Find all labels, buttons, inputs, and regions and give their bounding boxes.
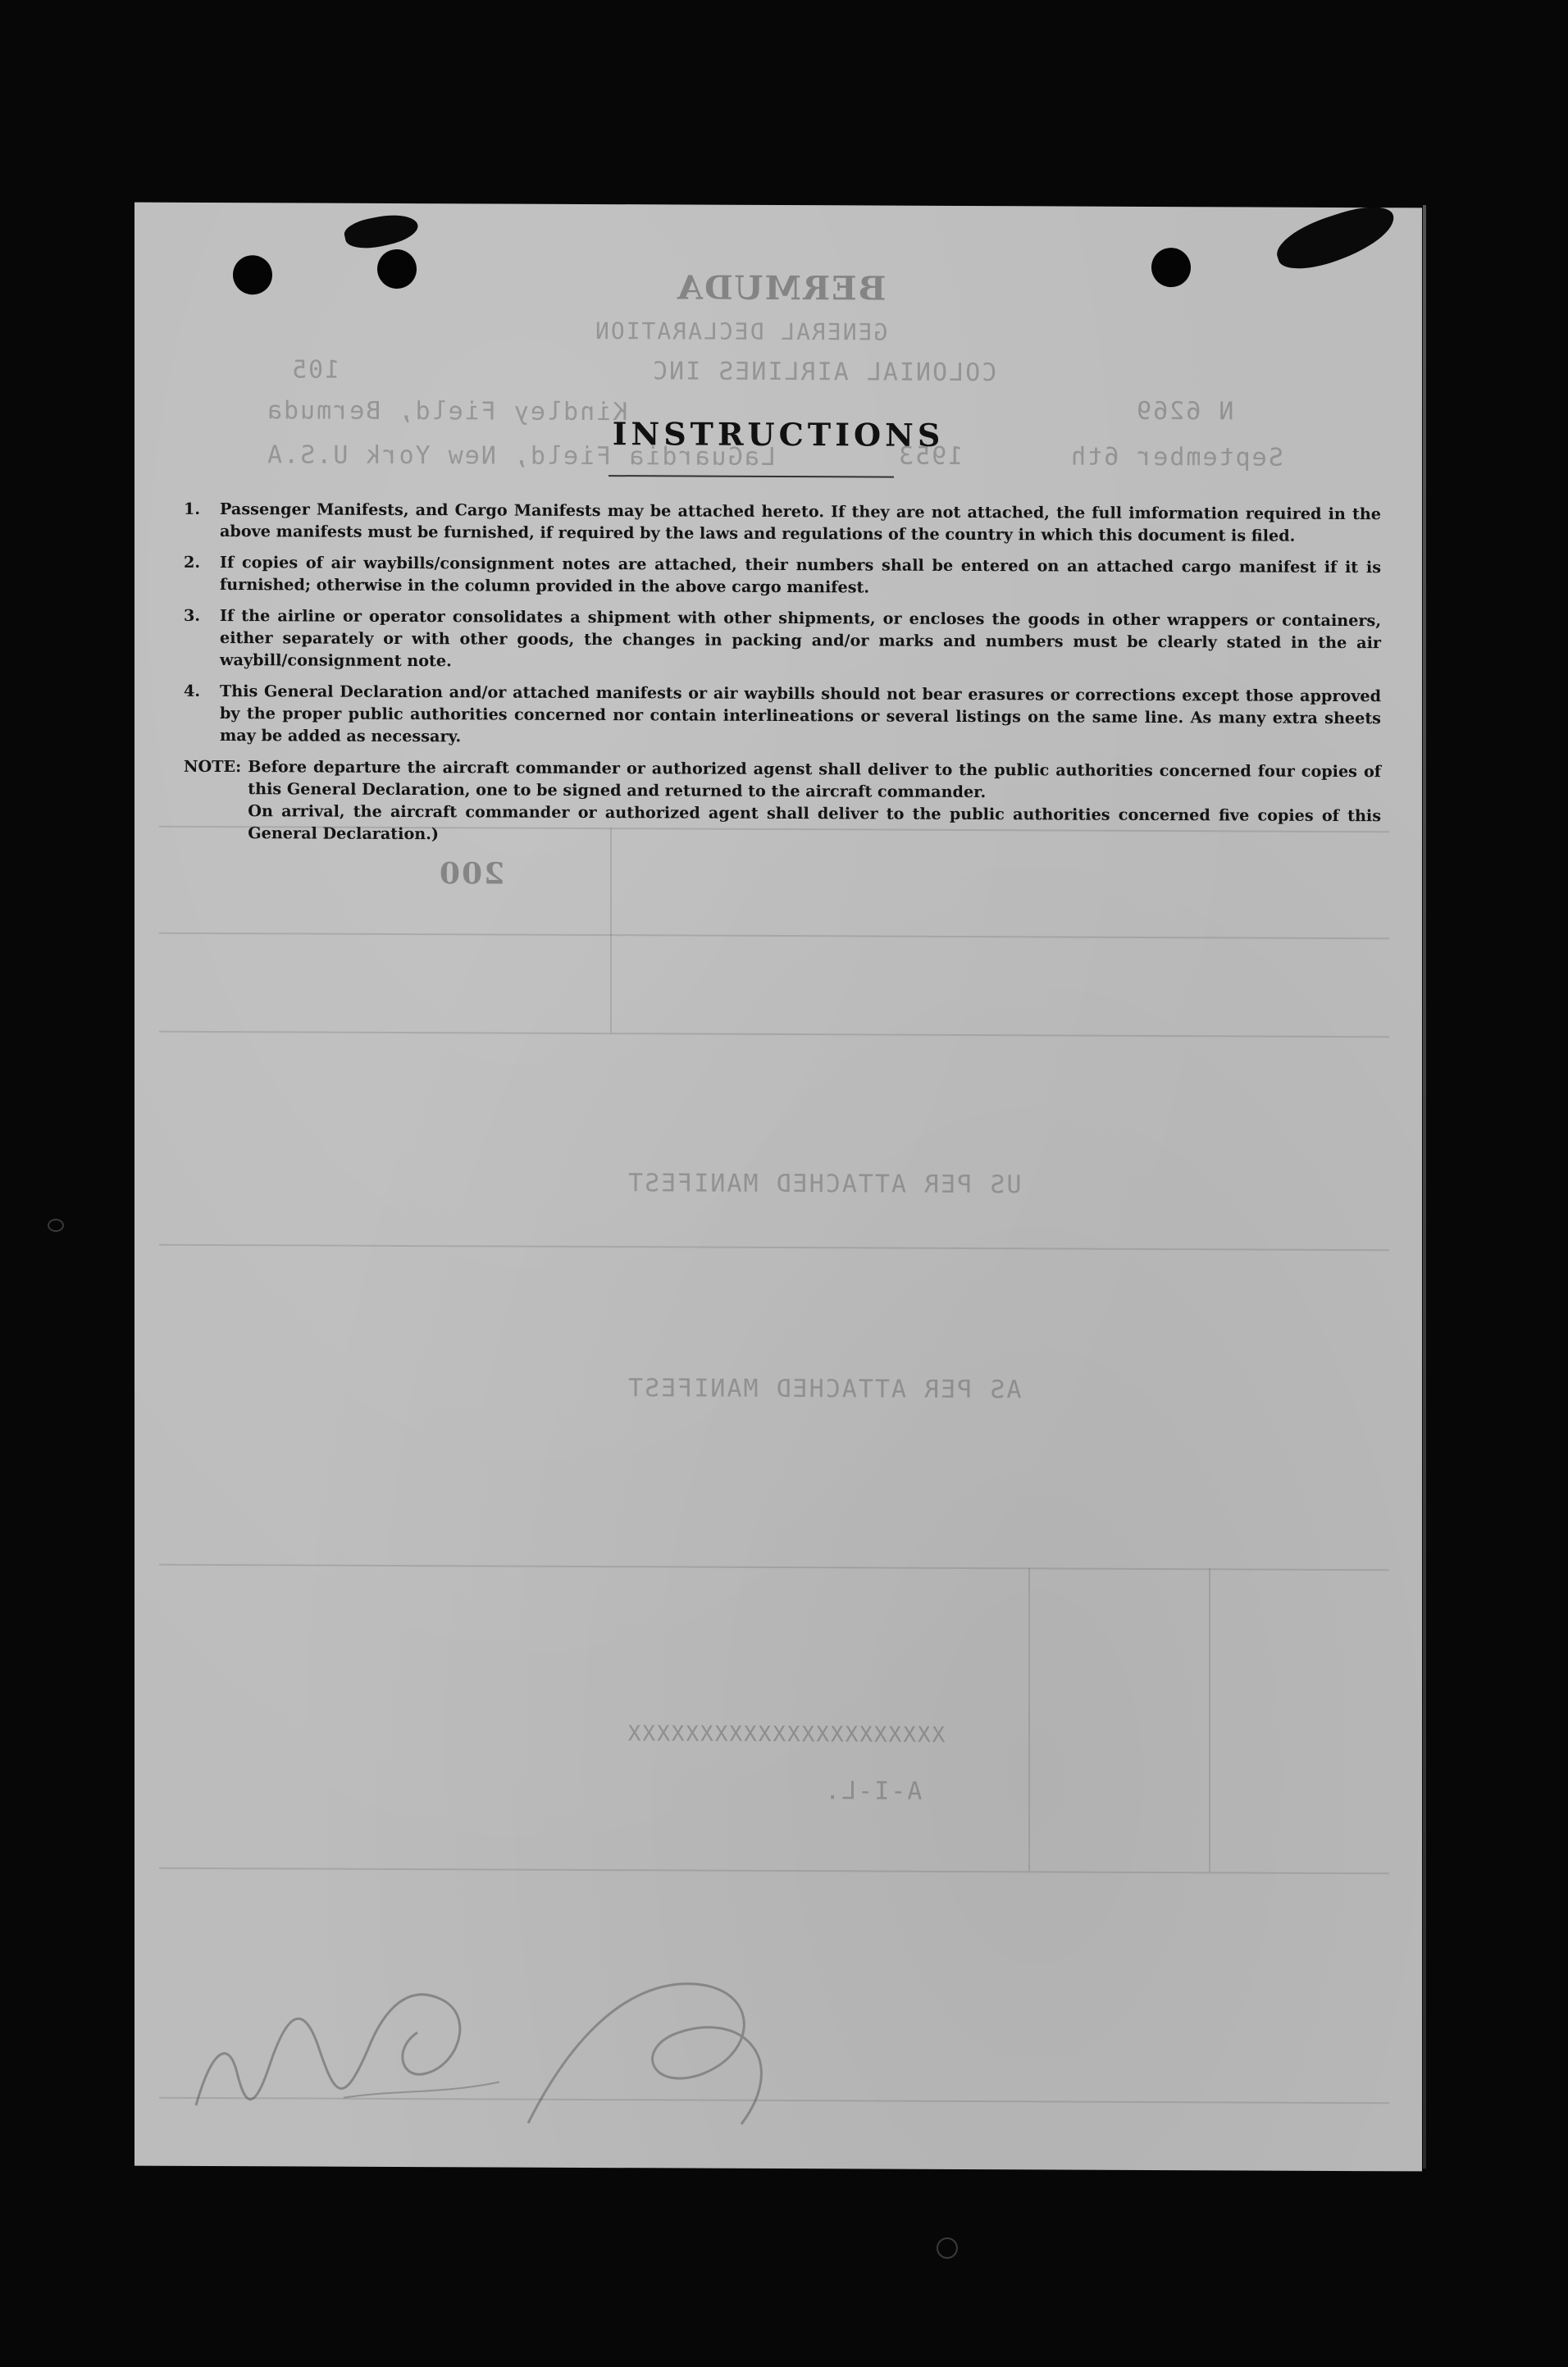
instructions-list <box>184 498 1381 849</box>
bleed-subheading: GENERAL DECLARATION <box>594 317 888 346</box>
instruction-number: 1. <box>184 499 201 518</box>
tear-blot-left <box>342 209 421 253</box>
note-body <box>248 755 1381 849</box>
document-page <box>134 203 1422 2172</box>
instruction-text: If the airline or operator consolidates a shipment with other shipments, or encloses the goods in other wrappers or containers, either separately or with other goods, the changes in packing and/or marks and numbers must be clearly stated in the air waybill/consignment note. <box>220 606 1381 671</box>
instruction-number: 2. <box>184 552 201 572</box>
bleed-column-line <box>610 828 612 1033</box>
bleed-rule <box>159 1031 1389 1038</box>
bleed-place-arrival: LaGuardia Field, New York U.S.A <box>266 440 776 472</box>
instruction-text: If copies of air waybills/consignment notes are attached, their numbers shall be entered on an attached cargo manifest if it is furnished; otherwise in the column provided in the above cargo manifest. <box>220 553 1381 597</box>
note-block <box>184 755 1381 849</box>
bleed-place-departure: Kindley Field, Bermuda <box>266 396 628 427</box>
instruction-item <box>184 604 1381 676</box>
bleed-number-stamp: 200 <box>438 856 505 892</box>
bleed-year: 1953 <box>897 441 964 471</box>
tear-blot-right <box>1270 198 1401 277</box>
bleed-heading: BERMUDA <box>676 268 887 308</box>
signature-bleed <box>180 1950 508 2123</box>
note-paragraph: Before departure the aircraft commander or authorized agenst shall deliver to the public authorities concerned four copies of this General Declaration, one to be signed and returned to the aircraft commander. <box>248 757 1381 802</box>
bleed-registration: N 6269 <box>1135 396 1234 426</box>
bleed-date: September 6th <box>1069 442 1283 472</box>
punch-hole-center-left <box>377 249 417 289</box>
note-paragraph: On arrival, the aircraft commander or authorized agent shall deliver to the public authorities concerned five copies of this General Declaration.) <box>248 801 1381 844</box>
bleed-flight-no: 105 <box>290 355 340 385</box>
bleed-column-line <box>1209 1568 1210 1872</box>
page-edge-shadow <box>1423 205 1426 2169</box>
punch-hole-left <box>233 255 272 294</box>
instruction-text: This General Declaration and/or attached manifests or air waybills should not bear erasures or corrections except those approved by the proper public authorities concerned nor contain interlineations or several listings on the same line. As many extra sheets may be added as necessary. <box>220 682 1381 746</box>
bleed-rule <box>159 933 1389 940</box>
bleed-operator: COLONIAL AIRLINES INC <box>651 357 997 388</box>
signature-bleed-flourish <box>495 1959 840 2141</box>
bleed-column-line <box>1028 1567 1030 1871</box>
bleed-rule <box>159 1244 1389 1252</box>
instruction-item <box>184 680 1381 751</box>
film-mark <box>937 2237 958 2259</box>
bleed-strike-line: XXXXXXXXXXXXXXXXXXXXXX <box>627 1722 946 1748</box>
bleed-code-line: A-I-L. <box>823 1776 923 1806</box>
note-label: NOTE: <box>184 756 242 777</box>
instruction-item <box>184 551 1381 600</box>
instruction-text: Passenger Manifests, and Cargo Manifests may be attached hereto. If they are not attached, the full imformation required in the above manifests must be furnished, if required by the laws and regulations of the country in which this document is filed. <box>220 499 1381 545</box>
bleed-rule <box>159 1564 1389 1571</box>
bleed-manifest-line-2: AS PER ATTACHED MANIFEST <box>627 1374 1022 1405</box>
bleed-manifest-line-1: US PER ATTACHED MANIFEST <box>627 1169 1022 1200</box>
instruction-number: 4. <box>184 681 201 700</box>
instruction-number: 3. <box>184 605 201 625</box>
title-underline <box>609 475 894 478</box>
instruction-item <box>184 498 1381 547</box>
punch-hole-right <box>1151 248 1191 287</box>
page-title: INSTRUCTIONS <box>612 415 945 454</box>
bleed-rule <box>159 1868 1389 1875</box>
film-mark <box>48 1219 64 1232</box>
